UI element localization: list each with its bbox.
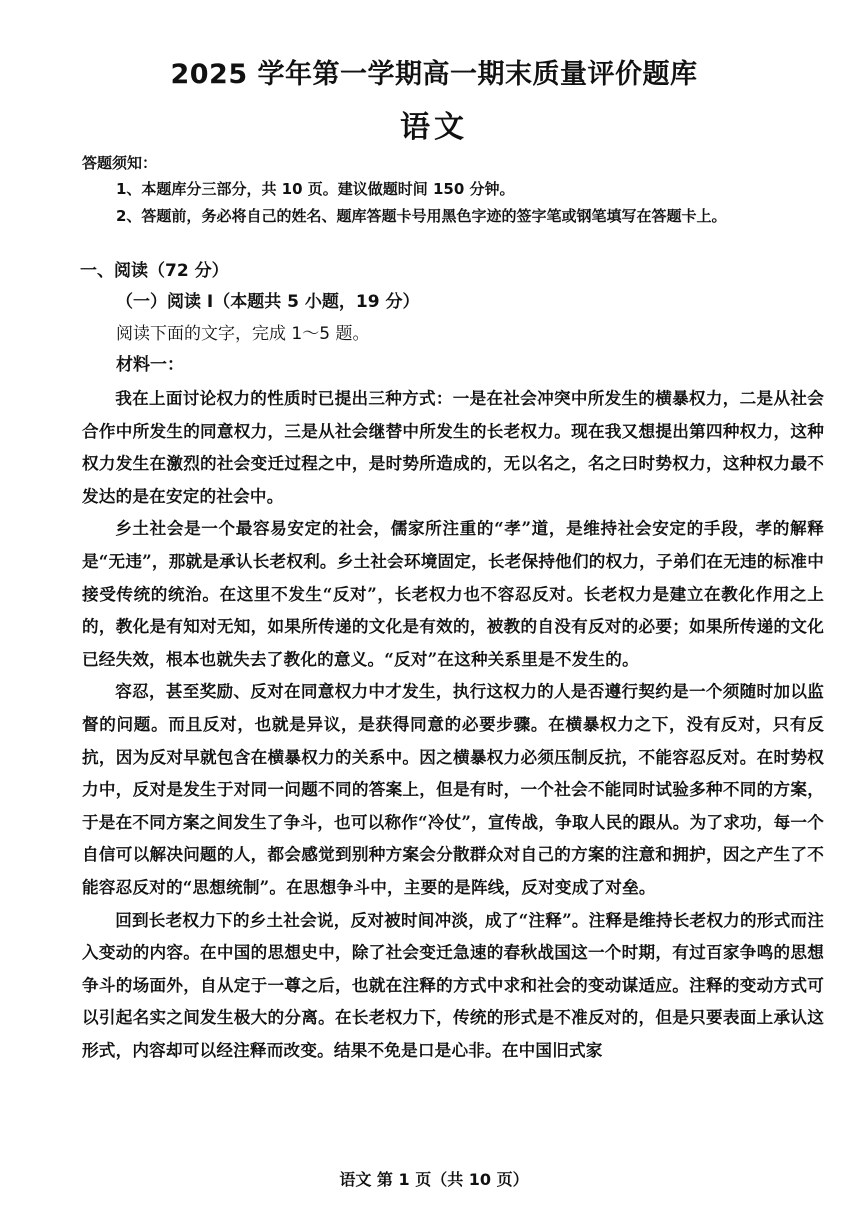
section-heading: 一、阅读（72 分） (80, 261, 229, 281)
reading-instruction: 阅读下面的文字，完成 1～5 题。 (116, 324, 370, 344)
passage-paragraph: 我在上面讨论权力的性质时已提出三种方式：一是在社会冲突中所发生的横暴权力，二是从社会合作中所发生的同意权力，三是从社会继替中所发生的长老权力。现在我又想提出第四种权力，这种权力发生在激烈的社会变迁过程之中，是时势所造成的，无以名之，名之曰时势权力，这种权力最不发达的是在安定的社会中。 (82, 388, 824, 506)
passage-paragraph: 乡土社会是一个最容易安定的社会，儒家所注重的“孝”道，是维持社会安定的手段，孝的解释是“无违”，那就是承认长老权利。乡土社会环境固定，长老保持他们的权力，子弟们在无违的标准中接受传统的统治。在这里不发生“反对”，长老权力也不容忍反对。长老权力是建立在教化作用之上的，教化是有知对无知，如果所传递的文化是有效的，被教的自没有反对的必要；如果所传递的文化已经失效，根本也就失去了教化的意义。“反对”在这种关系里是不发生的。 (82, 518, 824, 669)
passage-body (82, 382, 824, 1066)
notice-heading: 答题须知： (82, 154, 158, 172)
page-footer: 语文 第 1 页（共 10 页） (339, 1170, 529, 1189)
subsection-heading: （一）阅读 I（本题共 5 小题，19 分） (116, 292, 420, 312)
passage-paragraph: 容忍，甚至奖励、反对在同意权力中才发生，执行这权力的人是否遵行契约是一个须随时加以监督的问题。而且反对，也就是异议，是获得同意的必要步骤。在横暴权力之下，没有反对，只有反抗，因为反对早就包含在横暴权力的关系中。因之横暴权力必须压制反抗，不能容忍反对。在时势权力中，反对是发生于对同一问题不同的答案上，但是有时，一个社会不能同时试验多种不同的方案，于是在不同方案之间发生了争斗，也可以称作“冷仗”，宣传战，争取人民的跟从。为了求功，每一个自信可以解决问题的人，都会感觉到别种方案会分散群众对自己的方案的注意和拥护，因之产生了不能容忍反对的“思想统制”。在思想争斗中，主要的是阵线，反对变成了对垒。 (82, 681, 824, 897)
subject-title: 语文 (400, 110, 468, 145)
passage-paragraph: 回到长老权力下的乡土社会说，反对被时间冲淡，成了“注释”。注释是维持长老权力的形式而注入变动的内容。在中国的思想史中，除了社会变迁急速的春秋战国这一个时期，有过百家争鸣的思想争斗的场面外，自从定于一尊之后，也就在注释的方式中求和社会的变动谋适应。注释的变动方式可以引起名实之间发生极大的分离。在长老权力下，传统的形式是不准反对的，但是只要表面上承认这形式，内容却可以经注释而改变。结果不免是口是心非。在中国旧式家 (82, 909, 824, 1060)
material-label: 材料一： (116, 355, 184, 375)
notice-item: 2、答题前，务必将自己的姓名、题库答题卡号用黑色字迹的签字笔或钢笔填写在答题卡上。 (116, 207, 727, 225)
notice-item: 1、本题库分三部分，共 10 页。建议做题时间 150 分钟。 (116, 180, 515, 198)
page-title: 2025 学年第一学期高一期末质量评价题库 (170, 59, 698, 90)
